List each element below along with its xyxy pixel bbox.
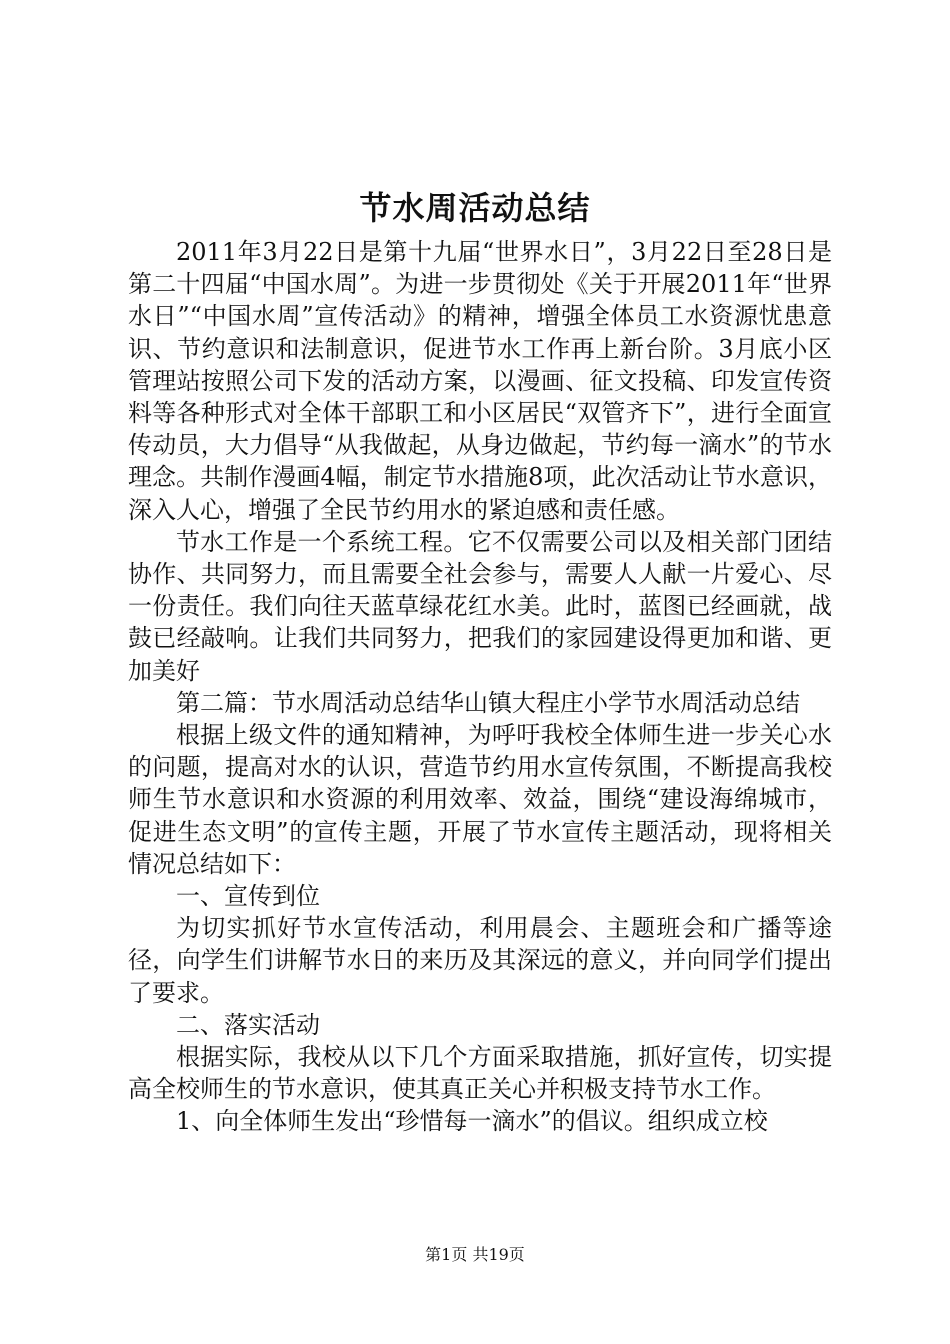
page-number-footer: 第1页 共19页 — [425, 1245, 525, 1264]
paragraph-5: 根据实际，我校从以下几个方面采取措施，抓好宣传，切实提高全校师生的节水意识，使其真正关心并积极支持节水工作。 — [128, 1043, 832, 1104]
paragraph-2: 节水工作是一个系统工程。它不仅需要公司以及相关部门团结协作、共同努力，而且需要全社会参与，需要人人献一片爱心、尽一份责任。我们向往天蓝草绿花红水美。此时，蓝图已经画就，战鼓已经敲响。让我们共同努力，把我们的家园建设得更加和谐、更加美好 — [128, 527, 832, 685]
paragraph-3: 根据上级文件的通知精神，为呼吁我校全体师生进一步关心水的问题，提高对水的认识，营造节约用水宣传氛围，不断提高我校师生节水意识和水资源的利用效率、效益，围绕“建设海绵城市，促进生态文明”的宣传主题，开展了节水宣传主题活动，现将相关情况总结如下： — [128, 721, 832, 878]
document-title: 节水周活动总结 — [359, 189, 591, 227]
section-heading-second-article: 第二篇：节水周活动总结华山镇大程庄小学节水周活动总结 — [176, 688, 800, 717]
document-body — [128, 236, 832, 1138]
paragraph-6: 1、向全体师生发出“珍惜每一滴水”的倡议。组织成立校 — [176, 1107, 768, 1136]
paragraph-1: 2011年3月22日是第十九届“世界水日”，3月22日至28日是第二十四届“中国水周”。为进一步贯彻处《关于开展2011年“世界水日”“中国水周”宣传活动》的精神，增强全体员工水资源忧患意识、节约意识和法制意识，促进节水工作再上新台阶。3月底小区管理站按照公司下发的活动方案，以漫画、征文投稿、印发宣传资料等各种形式对全体干部职工和小区居民“双管齐下”，进行全面宣传动员，大力倡导“从我做起，从身边做起，节约每一滴水”的节水理念。共制作漫画4幅，制定节水措施8项，此次活动让节水意识，深入人心，增强了全民节约用水的紧迫感和责任感。 — [128, 238, 832, 524]
section-heading-publicity: 一、宣传到位 — [176, 882, 320, 911]
paragraph-4: 为切实抓好节水宣传活动，利用晨会、主题班会和广播等途径，向学生们讲解节水日的来历及其深远的意义，并向同学们提出了要求。 — [128, 914, 832, 1007]
section-heading-activities: 二、落实活动 — [176, 1010, 320, 1039]
